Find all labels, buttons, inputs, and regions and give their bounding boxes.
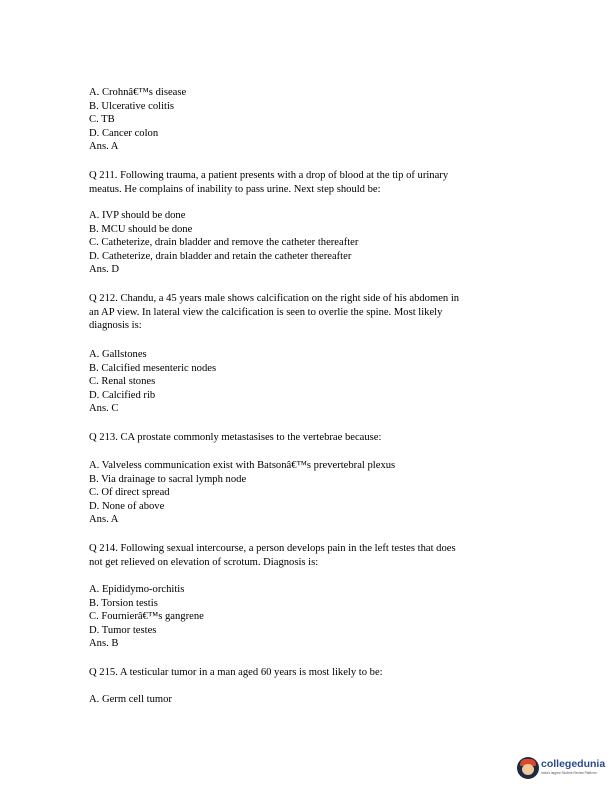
option-a: A. Germ cell tumor xyxy=(89,694,172,705)
question-text-line: Q 214. Following sexual intercourse, a person develops pain in the left testes that does xyxy=(89,543,456,554)
logo-tagline: India's largest Student Review Platform xyxy=(541,771,597,775)
question-text-line: an AP view. In lateral view the calcification is seen to overlie the spine. Most likely xyxy=(89,306,443,318)
option-c: C. Renal stones xyxy=(89,376,156,388)
q212-options xyxy=(89,348,519,416)
answer: Ans. A xyxy=(89,514,119,526)
answer: Ans. D xyxy=(89,264,120,276)
q211-options xyxy=(89,209,519,277)
option-c: C. Catheterize, drain bladder and remove the catheter thereafter xyxy=(89,237,359,249)
question-text-line: Q 211. Following trauma, a patient presents with a drop of blood at the tip of urinary xyxy=(89,170,449,181)
option-a: A. Gallstones xyxy=(89,349,147,360)
option-a: A. Valveless communication exist with Batsonâ€™s prevertebral plexus xyxy=(89,460,396,471)
option-b: B. Via drainage to sacral lymph node xyxy=(89,473,247,485)
question-text-line: diagnosis is: xyxy=(89,320,142,332)
q210-options xyxy=(89,86,519,154)
option-d: D. Calcified rib xyxy=(89,389,156,401)
option-a: A. Epididymo-orchitis xyxy=(89,584,185,595)
option-c: C. Of direct spread xyxy=(89,487,170,499)
mascot-icon xyxy=(517,757,539,779)
option-c: C. TB xyxy=(89,114,115,126)
option-c: C. Fournierâ€™s gangrene xyxy=(89,611,204,623)
question-text-line: not get relieved on elevation of scrotum. Diagnosis is: xyxy=(89,556,319,568)
q211-question xyxy=(89,169,519,196)
option-d: D. Catheterize, drain bladder and retain the catheter thereafter xyxy=(89,250,352,262)
option-d: D. Tumor testes xyxy=(89,624,157,636)
answer: Ans. C xyxy=(89,403,119,415)
option-b: B. Ulcerative colitis xyxy=(89,100,175,112)
collegedunia-logo[interactable] xyxy=(517,756,609,782)
question-text-line: Q 212. Chandu, a 45 years male shows calcification on the right side of his abdomen in xyxy=(89,293,460,304)
option-d: D. Cancer colon xyxy=(89,127,159,139)
q215-question xyxy=(89,666,519,680)
answer: Ans. A xyxy=(89,141,119,153)
q213-question xyxy=(89,431,519,445)
answer: Ans. B xyxy=(89,638,119,650)
option-b: B. Calcified mesenteric nodes xyxy=(89,362,217,374)
q214-question xyxy=(89,542,519,569)
option-a: A. IVP should be done xyxy=(89,210,186,221)
q215-options xyxy=(89,693,519,707)
question-text-line: Q 215. A testicular tumor in a man aged 60 years is most likely to be: xyxy=(89,667,383,678)
option-b: B. Torsion testis xyxy=(89,597,158,609)
option-d: D. None of above xyxy=(89,500,165,512)
option-a: A. Crohnâ€™s disease xyxy=(89,87,187,98)
option-b: B. MCU should be done xyxy=(89,223,193,235)
question-text-line: meatus. He complains of inability to pass urine. Next step should be: xyxy=(89,183,381,195)
q212-question xyxy=(89,292,519,333)
logo-brand-text: collegedunia xyxy=(541,758,606,770)
q214-options xyxy=(89,583,519,651)
q213-options xyxy=(89,459,519,527)
question-text-line: Q 213. CA prostate commonly metastasises to the vertebrae because: xyxy=(89,432,382,443)
